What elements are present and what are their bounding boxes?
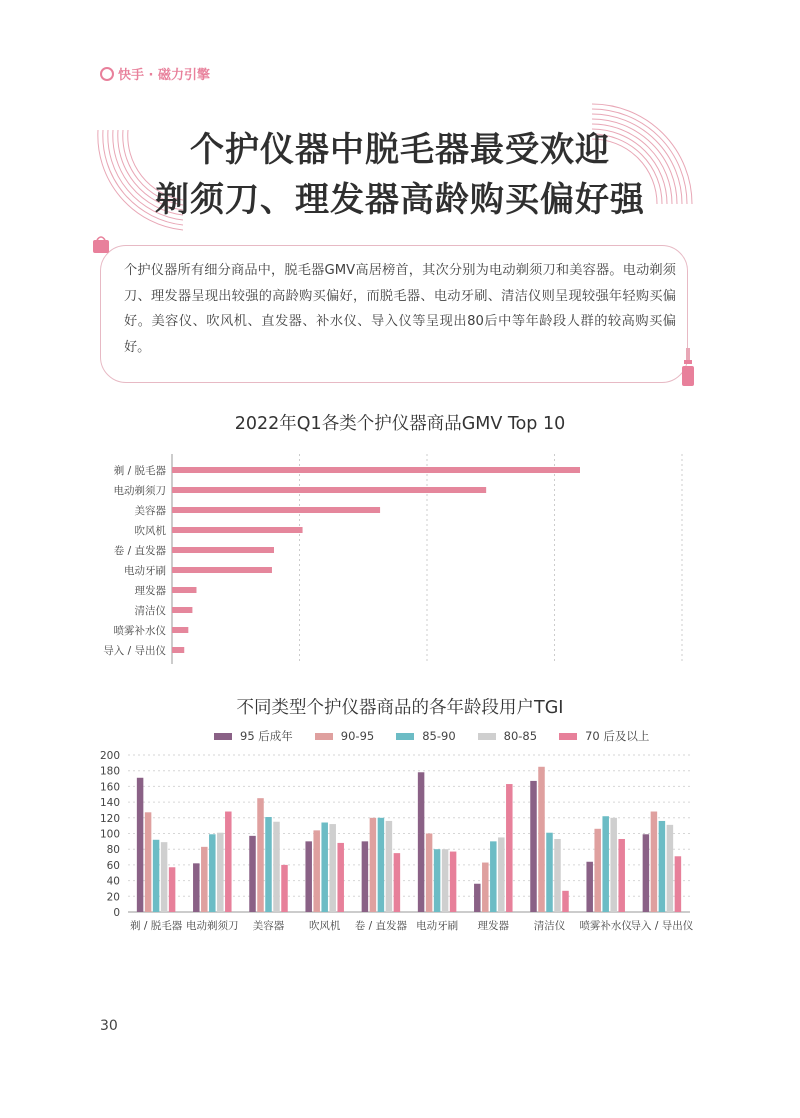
tgi-bar: [201, 847, 208, 912]
tgi-category-label: 电动牙刷: [416, 920, 459, 932]
tgi-y-tick-label: 20: [106, 891, 120, 904]
gmv-bar: [172, 527, 303, 533]
page-title-line1: 个护仪器中脱毛器最受欢迎: [190, 130, 610, 170]
tgi-y-tick-label: 60: [106, 859, 120, 872]
tgi-y-tick-label: 120: [99, 812, 120, 825]
tgi-bar: [506, 784, 513, 912]
tgi-bar: [442, 849, 449, 912]
tgi-bar: [169, 867, 176, 912]
tgi-bar: [498, 837, 505, 912]
tgi-bar: [482, 863, 489, 912]
gmv-bar: [172, 547, 274, 553]
tgi-category-label: 理发器: [477, 920, 510, 932]
legend-item: [559, 728, 649, 744]
tgi-bar: [161, 842, 168, 912]
tgi-bar: [225, 812, 232, 912]
tgi-bar: [378, 818, 385, 912]
legend-swatch: [396, 733, 414, 740]
gmv-bar: [172, 627, 188, 633]
gmv-category-label: 清洁仪: [134, 605, 166, 617]
tgi-bar: [337, 843, 344, 912]
gmv-category-label: 卷 / 直发器: [113, 545, 166, 557]
tgi-bar: [618, 839, 625, 912]
tgi-category-label: 剃 / 脱毛器: [129, 920, 183, 932]
brand-text: 快手 · 磁力引擎: [118, 68, 210, 83]
tgi-bar: [362, 841, 369, 912]
legend-label: 90-95: [340, 729, 375, 743]
tgi-bar: [651, 812, 658, 912]
lipstick-icon: [680, 346, 696, 390]
gmv-category-label: 导入 / 导出仪: [103, 645, 166, 657]
gmv-bar: [172, 647, 184, 653]
gmv-bar: [172, 607, 192, 613]
tgi-bar: [538, 767, 545, 912]
tgi-y-tick-label: 80: [106, 844, 120, 857]
tgi-bar: [281, 865, 288, 912]
gmv-bar: [172, 487, 486, 493]
tgi-y-tick-label: 100: [99, 828, 120, 841]
tgi-bar: [450, 852, 457, 912]
tgi-bar: [257, 798, 264, 912]
gmv-category-label: 电动牙刷: [124, 565, 166, 577]
gmv-category-label: 吹风机: [134, 525, 166, 537]
tgi-category-label: 喷雾补水仪: [579, 920, 632, 932]
legend-swatch: [315, 733, 333, 740]
page-title-line2: 剃须刀、理发器高龄购买偏好强: [155, 180, 645, 220]
tgi-bar: [386, 821, 393, 912]
tgi-bar: [562, 891, 569, 912]
gmv-bar: [172, 507, 380, 513]
tgi-bar: [530, 781, 537, 912]
legend-label: 85-90: [422, 729, 456, 743]
tgi-bar: [145, 812, 152, 912]
tgi-category-label: 美容器: [252, 920, 285, 932]
gmv-bar: [172, 467, 580, 473]
tgi-bar: [370, 818, 377, 912]
tgi-bar: [602, 816, 609, 912]
legend-item: [478, 728, 537, 744]
tgi-bar: [394, 853, 401, 912]
tgi-category-label: 电动剃须刀: [186, 920, 239, 932]
tgi-chart-legend: [214, 728, 649, 744]
legend-label: 95 后成年: [240, 729, 293, 743]
tgi-y-tick-label: 0: [113, 907, 120, 919]
tgi-y-tick-label: 140: [99, 797, 120, 810]
tgi-bar: [273, 822, 280, 912]
gmv-category-label: 电动剃须刀: [113, 485, 166, 497]
gmv-bar: [172, 567, 272, 573]
tgi-category-label: 清洁仪: [533, 920, 566, 932]
tgi-bar: [554, 839, 561, 912]
legend-label: 70 后及以上: [585, 729, 650, 743]
tgi-bar: [321, 823, 328, 912]
gmv-bar: [172, 587, 196, 593]
tgi-bar: [667, 825, 674, 912]
tgi-bar: [418, 772, 425, 912]
page-number: 30: [100, 1018, 118, 1034]
tgi-bar: [586, 862, 593, 912]
legend-label: 80-85: [503, 729, 538, 743]
intro-paragraph: 个护仪器所有细分商品中，脱毛器GMV高居榜首，其次分别为电动剃须刀和美容器。电动剃须刀、理发器呈现出较强的高龄购买偏好，而脱毛器、电动牙刷、清洁仪则呈现较强年轻购买偏好。美容仪、吹风机、直发器、补水仪、导入仪等呈现出80后中等年龄段人群的较高购买偏好。: [124, 263, 676, 355]
tgi-y-tick-label: 200: [99, 750, 120, 762]
gmv-category-label: 喷雾补水仪: [113, 625, 166, 637]
tgi-bar: [153, 840, 160, 912]
tgi-y-tick-label: 40: [106, 875, 120, 888]
gmv-bar-chart: [0, 448, 800, 678]
legend-swatch: [559, 733, 577, 740]
tgi-bar: [426, 834, 433, 913]
gmv-category-label: 美容器: [134, 505, 166, 517]
legend-swatch: [214, 733, 232, 740]
tgi-bar: [594, 829, 601, 912]
tgi-bar: [546, 833, 553, 912]
shopping-bag-icon: [91, 234, 111, 254]
tgi-bar: [643, 834, 650, 912]
legend-item: [315, 728, 374, 744]
tgi-category-label: 导入 / 导出仪: [630, 920, 694, 932]
tgi-bar: [659, 821, 666, 912]
gmv-category-label: 剃 / 脱毛器: [113, 465, 166, 477]
legend-item: [214, 728, 293, 744]
tgi-bar: [217, 833, 224, 912]
gmv-category-label: 理发器: [134, 585, 166, 597]
legend-item: [396, 728, 455, 744]
tgi-bar: [265, 817, 272, 912]
tgi-bar: [675, 856, 682, 912]
tgi-bar: [329, 824, 336, 912]
legend-swatch: [478, 733, 496, 740]
gmv-chart-title: 2022年Q1各类个护仪器商品GMV Top 10: [234, 414, 566, 434]
tgi-bar: [474, 884, 481, 912]
tgi-category-label: 卷 / 直发器: [354, 920, 408, 932]
tgi-y-tick-label: 180: [99, 765, 120, 778]
tgi-category-label: 吹风机: [308, 920, 341, 932]
tgi-bar: [490, 841, 497, 912]
tgi-bar: [209, 834, 216, 912]
tgi-bar: [249, 836, 256, 912]
tgi-bar: [305, 841, 312, 912]
tgi-bar: [610, 818, 617, 912]
tgi-y-tick-label: 160: [99, 781, 120, 794]
tgi-bar: [434, 849, 441, 912]
tgi-bar: [137, 778, 144, 912]
tgi-bar: [193, 863, 200, 912]
tgi-bar: [313, 830, 320, 912]
tgi-chart-title: 不同类型个护仪器商品的各年龄段用户TGI: [236, 698, 564, 718]
tgi-grouped-bar-chart: [0, 745, 800, 945]
